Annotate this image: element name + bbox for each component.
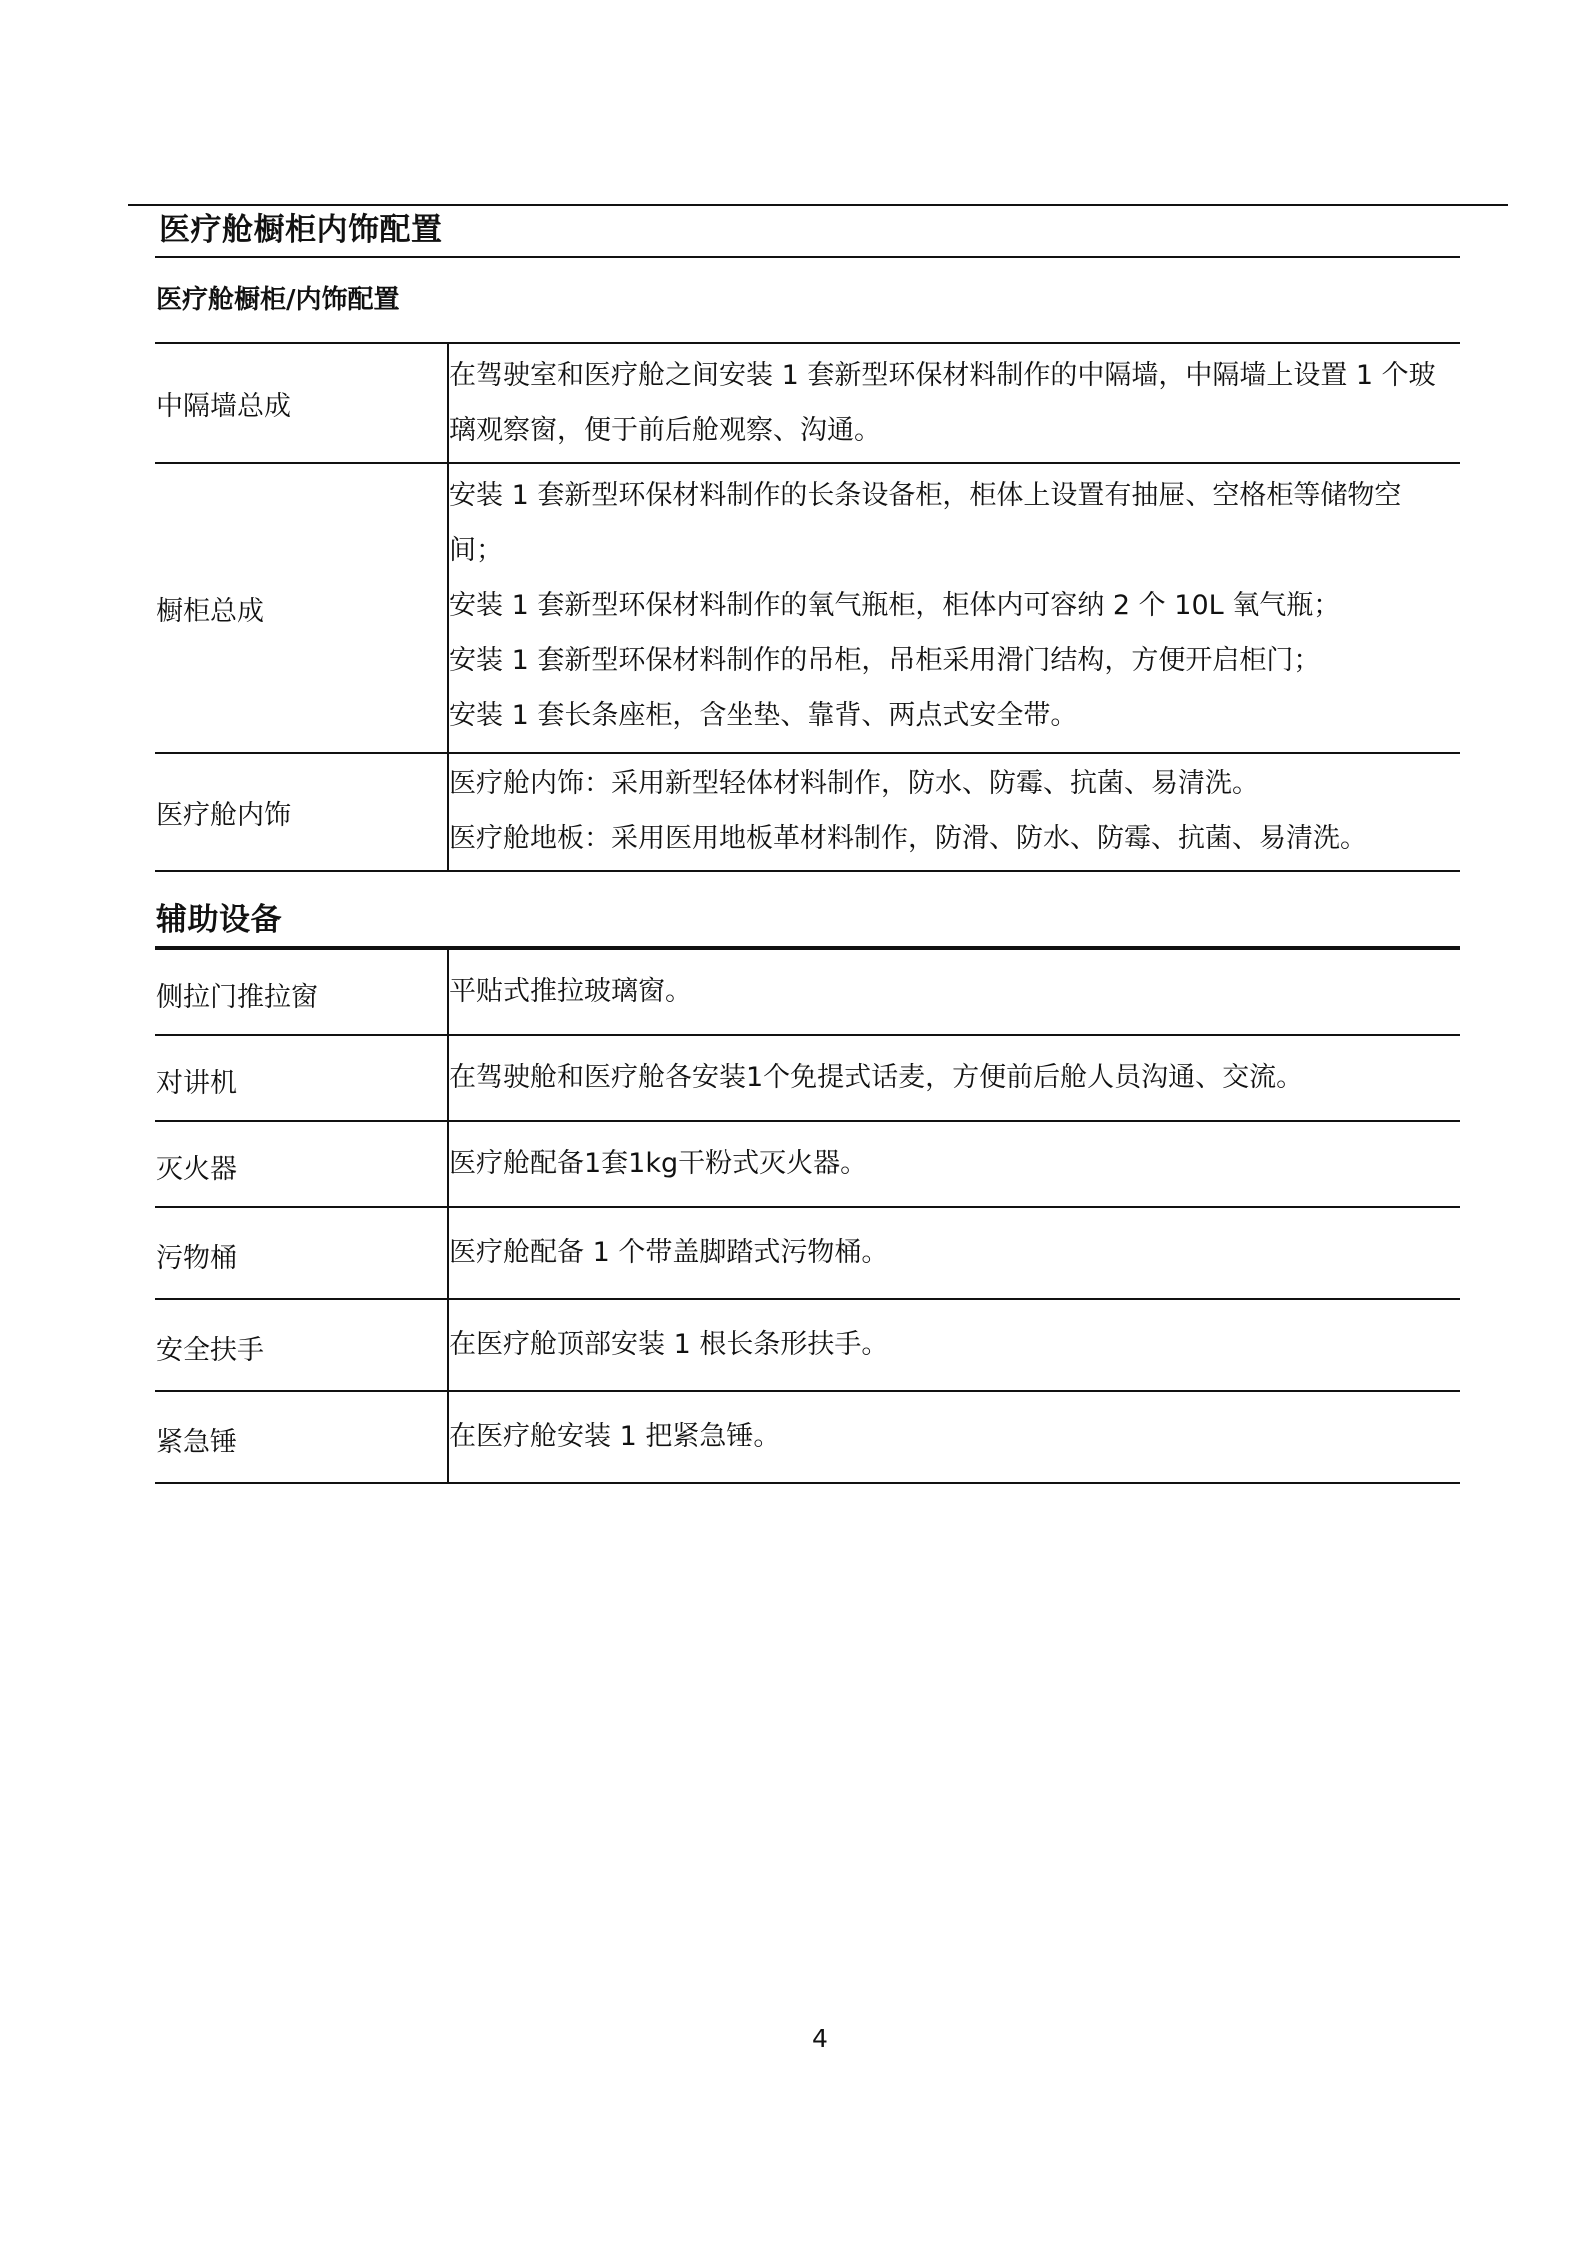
row-description: 在医疗舱安装 1 把紧急锤。 bbox=[448, 1391, 1460, 1483]
row-description: 平贴式推拉玻璃窗。 bbox=[448, 949, 1460, 1035]
row-label: 安全扶手 bbox=[155, 1299, 448, 1391]
document-body bbox=[155, 204, 1460, 1484]
table-row bbox=[155, 1299, 1460, 1391]
table-row bbox=[155, 343, 1460, 463]
section-title-auxiliary: 辅助设备 bbox=[155, 894, 1460, 948]
table-row bbox=[155, 463, 1460, 753]
row-label: 污物桶 bbox=[155, 1207, 448, 1299]
section-title-cabinet: 医疗舱橱柜内饰配置 bbox=[155, 204, 1460, 258]
row-description bbox=[448, 753, 1460, 871]
row-description: 在驾驶舱和医疗舱各安装1个免提式话麦，方便前后舱人员沟通、交流。 bbox=[448, 1035, 1460, 1121]
table-row bbox=[155, 1391, 1460, 1483]
table-row bbox=[155, 1035, 1460, 1121]
page-number: 4 bbox=[812, 2024, 828, 2053]
row-label: 对讲机 bbox=[155, 1035, 448, 1121]
description-line: 在驾驶室和医疗舱之间安装 1 套新型环保材料制作的中隔墙，中隔墙上设置 1 个玻 bbox=[449, 360, 1436, 391]
cabinet-config-table bbox=[155, 342, 1460, 872]
description-line: 医疗舱内饰：采用新型轻体材料制作，防水、防霉、抗菌、易清洗。 bbox=[449, 768, 1259, 799]
row-description bbox=[448, 343, 1460, 463]
row-description bbox=[448, 463, 1460, 753]
description-line: 安装 1 套新型环保材料制作的氧气瓶柜，柜体内可容纳 2 个 10L 氧气瓶； bbox=[449, 590, 1341, 621]
subsection-title-cabinet: 医疗舱橱柜/内饰配置 bbox=[156, 285, 400, 315]
table-row bbox=[155, 949, 1460, 1035]
row-label: 侧拉门推拉窗 bbox=[155, 949, 448, 1035]
table-row bbox=[155, 1121, 1460, 1207]
row-description: 医疗舱配备 1 个带盖脚踏式污物桶。 bbox=[448, 1207, 1460, 1299]
description-line: 安装 1 套新型环保材料制作的长条设备柜，柜体上设置有抽屉、空格柜等储物空 bbox=[449, 480, 1402, 511]
row-label: 灭火器 bbox=[155, 1121, 448, 1207]
table-row bbox=[155, 1207, 1460, 1299]
row-label: 中隔墙总成 bbox=[155, 343, 448, 463]
description-line: 安装 1 套新型环保材料制作的吊柜，吊柜采用滑门结构，方便开启柜门； bbox=[449, 645, 1321, 676]
auxiliary-equipment-table bbox=[155, 948, 1460, 1484]
table-row bbox=[155, 753, 1460, 871]
row-description: 在医疗舱顶部安装 1 根长条形扶手。 bbox=[448, 1299, 1460, 1391]
row-description: 医疗舱配备1套1kg干粉式灭火器。 bbox=[448, 1121, 1460, 1207]
description-line: 安装 1 套长条座柜，含坐垫、靠背、两点式安全带。 bbox=[449, 700, 1078, 731]
description-line: 医疗舱地板：采用医用地板革材料制作，防滑、防水、防霉、抗菌、易清洗。 bbox=[449, 823, 1367, 854]
row-label: 紧急锤 bbox=[155, 1391, 448, 1483]
row-label: 橱柜总成 bbox=[155, 463, 448, 753]
description-line: 间； bbox=[449, 535, 503, 566]
row-label: 医疗舱内饰 bbox=[155, 753, 448, 871]
description-line: 璃观察窗，便于前后舱观察、沟通。 bbox=[449, 415, 881, 446]
